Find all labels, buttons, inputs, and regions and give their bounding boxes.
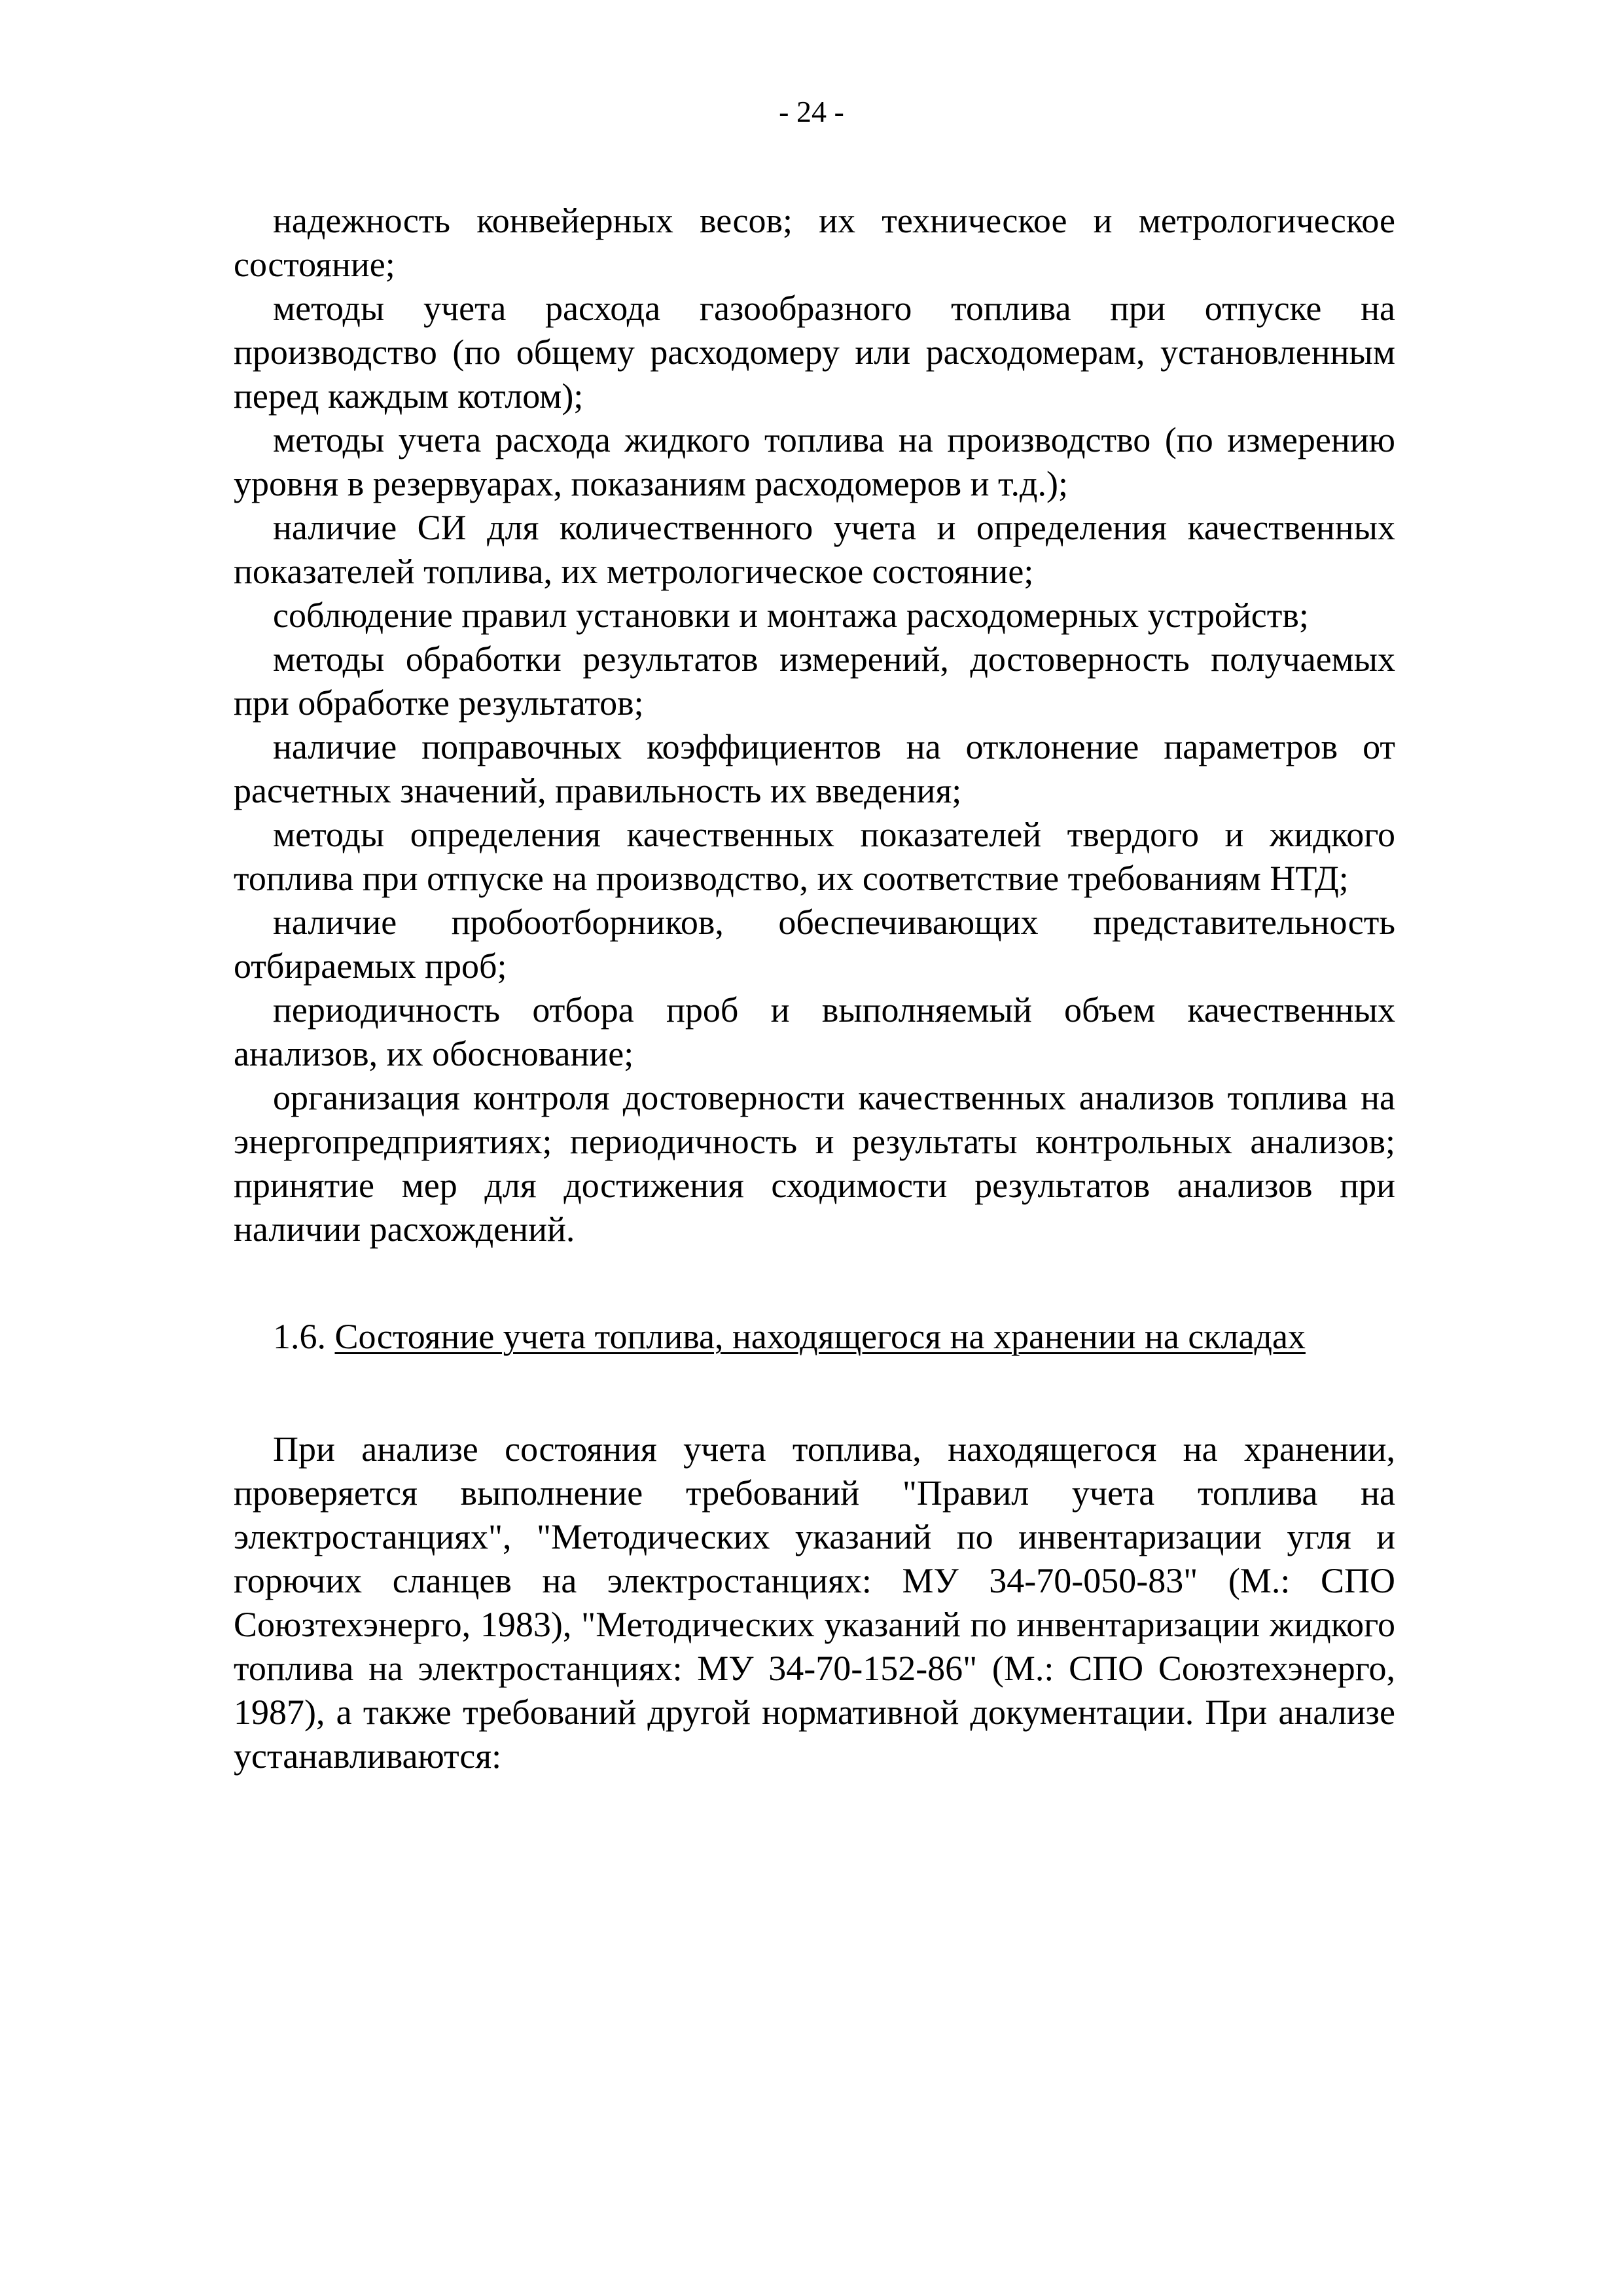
list-item: методы учета расхода газообразного топлива при отпуске на производство (по общему расходомеру или расходомерам, установленным перед каждым котлом); — [234, 289, 1395, 416]
list-item: наличие поправочных коэффициентов на отклонение параметров от расчетных значений, правильность их введения; — [234, 727, 1395, 810]
section-number: 1.6. — [273, 1317, 326, 1356]
section-heading — [234, 1315, 1395, 1359]
body-paragraph: При анализе состояния учета топлива, находящегося на хранении, проверяется выполнение требований "Правил учета топлива на электростанциях", "Методических указаний по инвентаризации угля и горючих сланцев на электростанциях: МУ 34-70-050-83" (М.: СПО Союзтехэнерго, 1983), "Методических указаний по инвентаризации жидкого топлива на электростанциях: МУ 34-70-152-86" (М.: СПО Союзтехэнерго, 1987), а также требований другой нормативной документации. При анализе устанавливаются: — [234, 1429, 1395, 1776]
list-item: организация контроля достоверности качественных анализов топлива на энергопредприятиях; периодичность и результаты контрольных анализов; принятие мер для достижения сходимости результатов анализов при наличии расхождений. — [234, 1078, 1395, 1249]
list-item: соблюдение правил установки и монтажа расходомерных устройств; — [273, 596, 1309, 635]
list-item: методы обработки результатов измерений, достоверность получаемых при обработке результатов; — [234, 639, 1395, 723]
list-item: наличие пробоотборников, обеспечивающих представительность отбираемых проб; — [234, 903, 1395, 986]
list-item: методы учета расхода жидкого топлива на производство (по измерению уровня в резервуарах, показаниям расходомеров и т.д.); — [234, 420, 1395, 503]
document-body — [234, 199, 1395, 1778]
list-item: надежность конвейерных весов; их техническое и метрологическое состояние; — [234, 201, 1395, 284]
list-item: методы определения качественных показателей твердого и жидкого топлива при отпуске на производство, их соответствие требованиям НТД; — [234, 815, 1395, 898]
list-item: периодичность отбора проб и выполняемый объем качественных анализов, их обоснование; — [234, 990, 1395, 1073]
list-item: наличие СИ для количественного учета и определения качественных показателей топлива, их метрологическое состояние; — [234, 508, 1395, 591]
section-title: Состояние учета топлива, находящегося на хранении на складах — [334, 1317, 1306, 1356]
page-number: - 24 - — [779, 95, 844, 128]
